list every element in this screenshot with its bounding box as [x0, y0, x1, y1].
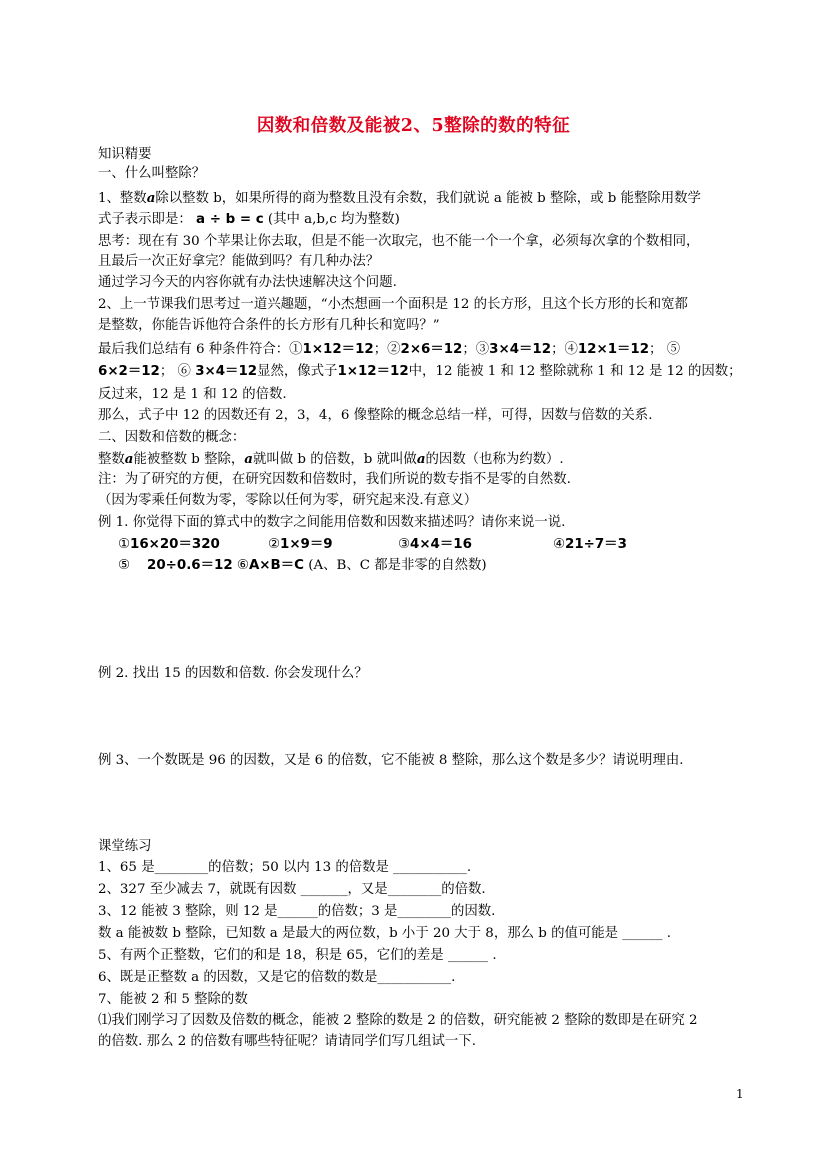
math-formula: A×B＝C — [248, 558, 304, 573]
page-number: 1 — [736, 1087, 744, 1101]
math-formula: 3×4＝12 — [489, 342, 552, 357]
example-1-prompt: 例 1. 你觉得下面的算式中的数字之间能用倍数和因数来描述吗？请你来说一说. — [98, 515, 566, 530]
math-formula: 16×20＝320 — [130, 537, 220, 552]
section-label-knowledge: 知识精要 — [98, 147, 152, 162]
paragraph-line: 6×2＝12； ⑥ 3×4＝12显然，像式子1×12＝12中，12 能被 1 和 12 整除就称 1 和 12 是 12 的因数； — [98, 364, 742, 379]
example-item: ④21÷7＝3 — [553, 537, 627, 552]
math-variable: a — [146, 190, 156, 206]
exercise-item: 7、能被 2 和 5 整除的数 — [98, 992, 248, 1007]
paragraph-line: 且最后一次正好拿完？能做到吗？有几种办法？ — [98, 254, 380, 269]
math-formula: 1×12＝12 — [337, 364, 409, 379]
paragraph-line: 是整数，你能告诉他符合条件的长方形有几种长和宽吗？” — [98, 318, 440, 333]
math-formula: a ÷ b = c — [196, 212, 264, 227]
math-variable: a — [244, 451, 253, 467]
paragraph-line: 1、整数a除以整数 b，如果所得的商为整数且没有余数，我们就说 a 能被 b 整除，或 b 能整除用数学 — [98, 190, 701, 206]
math-formula: 1×12＝12 — [302, 342, 374, 357]
exercise-item: 2、327 至少减去 7，就既有因数 _______，又是________的倍数. — [98, 882, 486, 897]
math-formula: 4×4＝16 — [410, 537, 472, 552]
paragraph-line: 思考：现在有 30 个苹果让你去取，但是不能一次取完，也不能一个一个拿，必须每次拿的个数相同， — [98, 234, 700, 249]
exercise-item: 3、12 能被 3 整除，则 12 是______的倍数；3 是________的因数. — [98, 904, 496, 919]
section-heading-1: 一、什么叫整除？ — [98, 166, 206, 181]
page-title: 因数和倍数及能被2、5整除的数的特征 — [256, 116, 571, 136]
example-item: ③4×4＝16 — [398, 537, 472, 552]
math-formula: 1×9＝9 — [280, 537, 333, 552]
paragraph-line: 2、上一节课我们思考过一道兴趣题，“小杰想画一个面积是 12 的长方形，且这个长方形的长和宽都 — [98, 297, 688, 312]
section-heading-2: 二、因数和倍数的概念： — [98, 430, 246, 445]
note-line: （因为零乘任何数为零，零除以任何为零，研究起来没.有意义） — [98, 493, 478, 508]
example-item: ⑤ 20÷0.6＝12 ⑥A×B＝C (A、B、C 都是非零的自然数) — [118, 558, 487, 573]
example-2-prompt: 例 2. 找出 15 的因数和倍数. 你会发现什么？ — [98, 666, 368, 681]
note-line: 注：为了研究的方便，在研究因数和倍数时，我们所说的数专指不是零的自然数. — [98, 472, 571, 487]
exercise-item: 6、既是正整数 a 的因数，又是它的倍数的数是___________. — [98, 970, 456, 985]
paragraph-line: 那么，式子中 12 的因数还有 2，3，4，6 像整除的概念总结一样，可得，因数与倍数的关系. — [98, 408, 653, 423]
math-formula: 6×2＝12 — [98, 364, 160, 379]
exercise-item: ⑴我们刚学习了因数及倍数的概念，能被 2 整除的数是 2 的倍数，研究能被 2 整除的数即是在研究 2 — [98, 1013, 698, 1028]
math-formula: 12×1＝12 — [577, 342, 650, 357]
paragraph-line: 整数a能被整数 b 整除，a就叫做 b 的倍数，b 就叫做a的因数（也称为约数）. — [98, 451, 564, 467]
math-formula: 2×6＝12 — [400, 342, 463, 357]
paragraph-line: 最后我们总结有 6 种条件符合：①1×12＝12；②2×6＝12；③3×4＝12；④12×1＝12； ⑤ — [98, 342, 681, 357]
paragraph-line: 式子表示即是： a ÷ b = c (其中 a,b,c 均为整数) — [98, 212, 400, 227]
example-3-prompt: 例 3、一个数既是 96 的因数，又是 6 的倍数，它不能被 8 整除，那么这个数是多少？请说明理由. — [98, 753, 684, 768]
example-item: ②1×9＝9 — [268, 537, 333, 552]
math-formula: 20÷0.6＝12 — [147, 558, 233, 573]
math-formula: 3×4＝12 — [195, 364, 258, 379]
paragraph-line: 通过学习今天的内容你就有办法快速解决这个问题. — [98, 275, 397, 290]
exercise-item: 5、有两个正整数，它们的和是 18，积是 65，它们的差是 ______ . — [98, 948, 497, 963]
exercise-item: 的倍数. 那么 2 的倍数有哪些特征呢？请请同学们写几组试一下. — [98, 1034, 476, 1049]
math-formula: 21÷7＝3 — [565, 537, 627, 552]
math-variable: a — [416, 451, 426, 467]
example-item: ①16×20＝320 — [118, 537, 220, 552]
math-variable: a — [124, 451, 134, 467]
exercise-item: 1、65 是________的倍数；50 以内 13 的倍数是 ___________. — [98, 860, 472, 875]
paragraph-line: 反过来，12 是 1 和 12 的倍数. — [98, 387, 287, 402]
section-label-practice: 课堂练习 — [98, 839, 152, 854]
exercise-item: 数 a 能被数 b 整除，已知数 a 是最大的两位数，b 小于 20 大于 8，那么 b 的值可能是 ______ . — [98, 926, 671, 941]
